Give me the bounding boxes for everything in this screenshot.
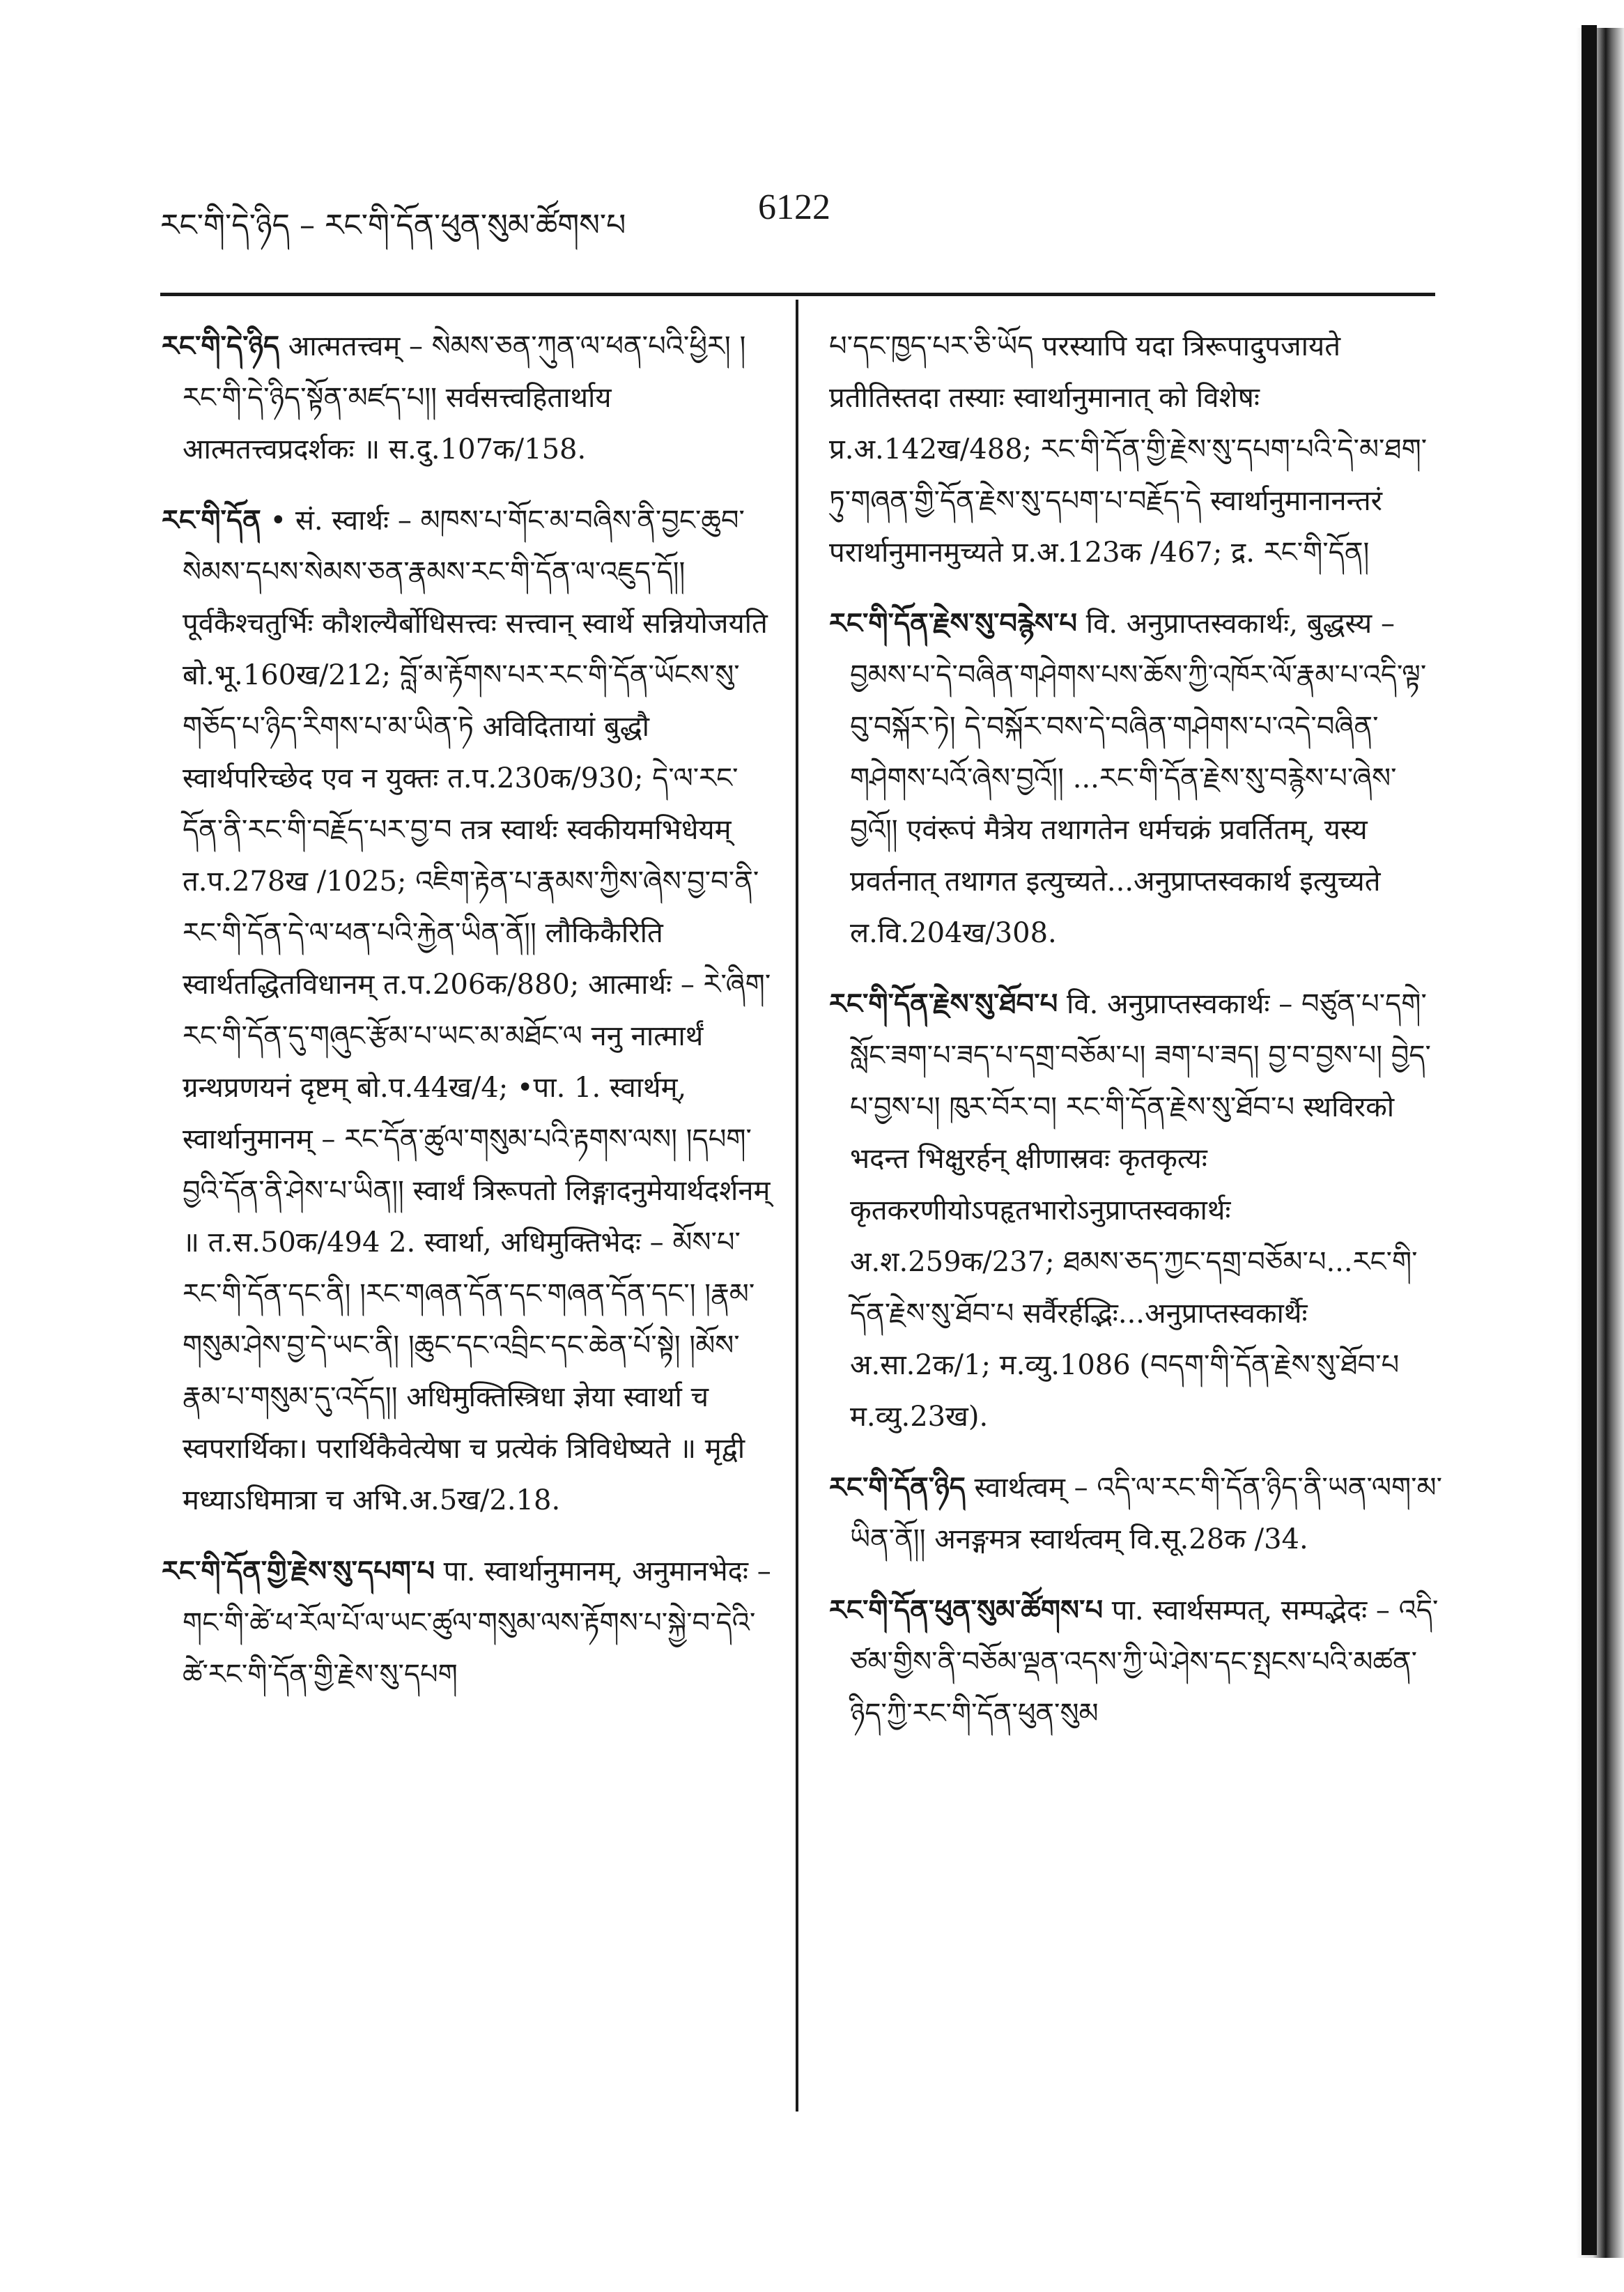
entry-text: वि. अनुप्राप्तस्वकार्थः, बुद्धस्य – བྱམས་པ་དེ་བཞིན་གཤེགས་པས་ཆོས་ཀྱི་འཁོར་ལོ་རྣམ་པ་འདི་ལྟ་བུ་བསྐོར་ཏེ། དེ་བསྐོར་བས་དེ་བཞིན་གཤེགས་པ་འདེ་བཞིན་གཤེགས་པའོ་ཞེས་བྱའོ།། ...རང་གི་དོན་རྗེས་སུ་བརྙེས་པ་ཞེས་བྱའོ།། एवंरूपं मैत्रेय तथागतेन धर्मचक्रं प्रवर्तितम्, यस्य प्रवर्तनात् तथागत इत्युच्यते...अनुप्राप्तस्वकार्थ इत्युच्यते ल.वि.204ख/308. [850, 608, 1427, 949]
entry-text: པ་དང་ཁྱད་པར་ཅི་ཡོད परस्यापि यदा त्रिरूपादुपजायते प्रतीतिस्तदा तस्याः स्वार्थानुमानात् को विशेषः प्र.अ.142ख/488; རང་གི་དོན་གྱི་རྗེས་སུ་དཔག་པའི་དེ་མ་ཐག་ཏུ་གཞན་གྱི་དོན་རྗེས་སུ་དཔག་པ་བརྗོད་དེ स्वार्थानुमानानन्तरं परार्थानुमानमुच्यते प्र.अ.123क /467; द्र. རང་གི་དོན། [829, 330, 1428, 569]
dictionary-entry [829, 1462, 1442, 1565]
entry-headword: རང་གི་དོན [162, 504, 261, 537]
running-head: རང་གི་དེ་ཉིད – རང་གི་དོན་ཕུན་སུམ་ཚོགས་པ [160, 208, 626, 243]
page-header [160, 187, 1435, 243]
entry-text: स्वार्थत्वम् – འདི་ལ་རང་གི་དོན་ཉིད་ནི་ཡན་ལག་མ་ཡིན་ནོ།། अनङ्गमत्र स्वार्थत्वम् वि.सू.28क /34. [850, 1472, 1442, 1555]
entry-headword: རང་གི་དོན་རྗེས་སུ་ཐོབ་པ [829, 987, 1058, 1020]
right-column [829, 321, 1442, 1759]
entry-headword: རང་གི་དོན་གྱི་རྗེས་སུ་དཔག་པ [162, 1555, 435, 1587]
dictionary-entry [162, 1546, 775, 1700]
header-rule [160, 293, 1435, 296]
entry-headword: རང་གི་དོན་ཉིད [829, 1471, 966, 1504]
dictionary-entry [829, 978, 1442, 1443]
dictionary-entry [162, 321, 775, 475]
entry-text: आत्मतत्त्वम् – སེམས་ཅན་ཀུན་ལ་ཕན་པའི་ཕྱིར། །རང་གི་དེ་ཉིད་སྟོན་མཛད་པ།། सर्वसत्त्वहितार्थाय आत्मतत्त्वप्रदर्शकः ॥ स.दु.107क/158. [183, 330, 746, 466]
entry-headword: རང་གི་དེ་ཉིད [162, 330, 280, 362]
dictionary-entry [829, 598, 1442, 959]
dictionary-entry [162, 495, 775, 1526]
entry-text: • सं. स्वार्थः – མཁས་པ་གོང་མ་བཞིས་ནི་བྱང་ཆུབ་སེམས་དཔས་སེམས་ཅན་རྣམས་རང་གི་དོན་ལ་འཇུད་དོ།། पूर्वकैश्चतुर्भिः कौशल्यैर्बोधिसत्त्वः सत्त्वान् स्वार्थे सन्नियोजयति बो.भू.160ख/212; བློ་མ་རྟོགས་པར་རང་གི་དོན་ཡོངས་སུ་གཅོད་པ་ཉིད་རིགས་པ་མ་ཡིན་ཏེ अविदितायां बुद्धौ स्वार्थपरिच्छेद एव न युक्तः त.प.230क/930; དེ་ལ་རང་དོན་ནི་རང་གི་བརྗོད་པར་བྱ་བ तत्र स्वार्थः स्वकीयमभिधेयम् त.प.278ख /1025; འཇིག་རྟེན་པ་རྣམས་ཀྱིས་ཞེས་བྱ་བ་ནི་རང་གི་དོན་དེ་ལ་ཕན་པའི་རྐྱེན་ཡིན་ནོ།། लौकिकैरिति स्वार्थतद्धितविधानम् त.प.206क/880; आत्मार्थः – རེ་ཞིག་རང་གི་དོན་དུ་གཞུང་རྩོམ་པ་ཡང་མ་མཐོང་ལ ननु नात्मार्थं ग्रन्थप्रणयनं दृष्टम् बो.प.44ख/4; •पा. 1. स्वार्थम्, स्वार्थानुमानम् – རང་དོན་ཚུལ་གསུམ་པའི་རྟགས་ལས། །དཔག་བྱའི་དོན་ནི་ཤེས་པ་ཡིན།། स्वार्थं त्रिरूपतो लिङ्गादनुमेयार्थदर्शनम् ॥ त.स.50क/494 2. स्वार्था, अधिमुक्तिभेदः – མོས་པ་རང་གི་དོན་དང་ནི། །རང་གཞན་དོན་དང་གཞན་དོན་དང་། །རྣམ་གསུམ་ཤེས་བྱ་དེ་ཡང་ནི། །ཆུང་དང་འབྲིང་དང་ཆེན་པོ་སྟེ། །མོས་རྣམ་པ་གསུམ་དུ་འདོད།། अधिमुक्तिस्त्रिधा ज्ञेया स्वार्था च स्वपरार्थिका। परार्थिकैवेत्येषा च प्रत्येकं त्रिविधेष्यते ॥ मृद्वी मध्याऽधिमात्रा च अभि.अ.5ख/2.18. [183, 505, 771, 1516]
entry-headword: རང་གི་དོན་ཕུན་སུམ་ཚོགས་པ [829, 1594, 1104, 1626]
scan-edge-bar [1582, 25, 1597, 2255]
page-number: 6122 [758, 187, 830, 227]
left-column [162, 321, 775, 1720]
dictionary-entry-continuation [829, 321, 1442, 578]
dictionary-entry [829, 1585, 1442, 1739]
entry-text: पा. स्वार्थसम्पत्, सम्पद्भेदः – འདི་ཙམ་གྱིས་ནི་བཅོམ་ལྡན་འདས་ཀྱི་ཡེ་ཤེས་དང་སྤངས་པའི་མཚན་ཉིད་ཀྱི་རང་གི་དོན་ཕུན་སུམ [850, 1594, 1439, 1730]
entry-headword: རང་གི་དོན་རྗེས་སུ་བརྙེས་པ [829, 607, 1077, 640]
entry-text: पा. स्वार्थानुमानम्, अनुमानभेदः – གང་གི་ཚེ་ཕ་རོལ་པོ་ལ་ཡང་ཚུལ་གསུམ་ལས་རྟོགས་པ་སྐྱེ་བ་དེའི་ཚེ་རང་གི་དོན་གྱི་རྗེས་སུ་དཔག [183, 1555, 771, 1691]
entry-text: वि. अनुप्राप्तस्वकार्थः – བཙུན་པ་དགེ་སློང་ཟག་པ་ཟད་པ་དགྲ་བཅོམ་པ། ཟག་པ་ཟད། བྱ་བ་བྱས་པ། བྱེད་པ་བྱས་པ། ཁུར་བོར་བ། རང་གི་དོན་རྗེས་སུ་ཐོབ་པ स्थविरको भदन्त भिक्षुरर्हन् क्षीणास्रवः कृतकृत्यः कृतकरणीयोऽपहृतभारोऽनुप्राप्तस्वकार्थः अ.श.259क/237; ཐམས་ཅད་ཀྱང་དགྲ་བཅོམ་པ...རང་གི་དོན་རྗེས་སུ་ཐོབ་པ सर्वैरर्हद्भिः...अनुप्राप्तस्वकार्थैः अ.सा.2क/1; म.व्यु.1086 (བདག་གི་དོན་རྗེས་སུ་ཐོབ་པ म.व्यु.23ख). [850, 988, 1431, 1433]
column-divider [796, 300, 798, 2112]
